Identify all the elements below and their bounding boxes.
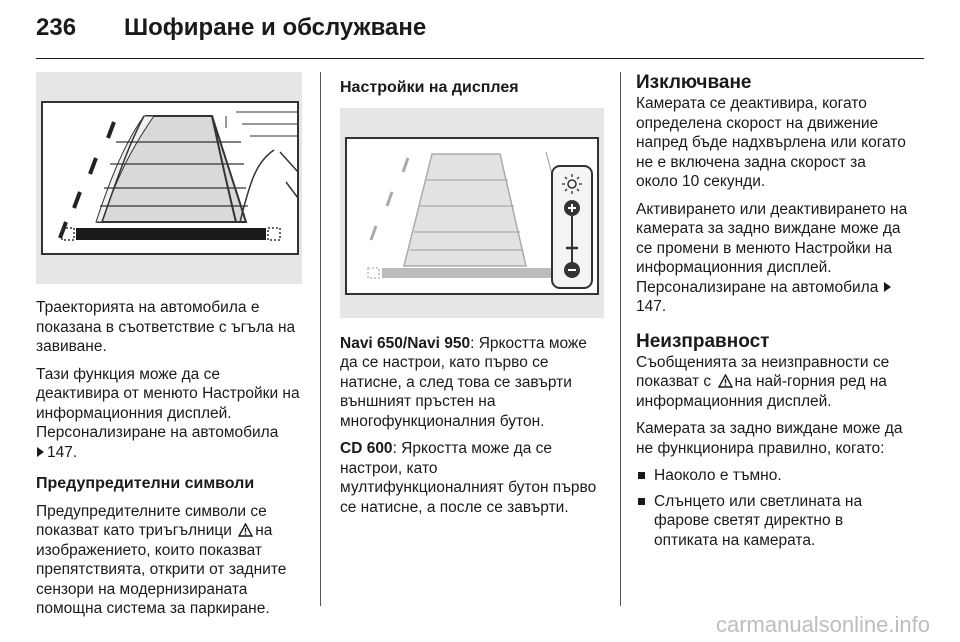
- list-item: Слънцето или светлината на фарове светят директно в оптиката на камерата.: [636, 492, 908, 551]
- page-title: Шофиране и обслужване: [124, 14, 427, 41]
- camera-trajectory-figure: [36, 72, 302, 284]
- column-1: [36, 72, 302, 627]
- switch-off-heading: Изключване: [636, 72, 752, 93]
- fault-paragraph: Съобщенията за неизправности се показват с на най-горния ред на информационния дисплей.: [636, 353, 890, 410]
- page-header: [36, 12, 924, 52]
- display-settings-heading: Настройки на дисплея: [340, 79, 519, 96]
- watermark: carmanualsonline.info: [715, 612, 930, 637]
- list-item: Наоколо е тъмно.: [636, 466, 908, 486]
- warning-triangle-icon: [238, 523, 253, 537]
- warning-symbols-paragraph: Предупредителните символи се показват като триъгълници на изображението, които показват препятствията, открити от задните сензори на модернизираната помощна система за паркиране.: [36, 502, 287, 617]
- page-number: 236: [36, 14, 77, 41]
- page-ref-arrow-icon: [884, 282, 891, 292]
- trajectory-illustration: [36, 72, 302, 284]
- navi-brightness-paragraph: Navi 650/Navi 950: Яркостта може да се настрои, като първо се натисне, а след това се завърти външният пръстен на многофункционалния бутон.: [340, 334, 587, 430]
- column-2: [340, 72, 604, 525]
- warning-triangle-icon: [718, 374, 733, 388]
- fault-conditions-list: [636, 466, 908, 550]
- switch-off-paragraph: Камерата се деактивира, когато определена скорост на движение напред бъде надхвърлена или когато не е включена задна скорост за около 10 секунди.: [636, 95, 906, 190]
- fault-conditions-paragraph: Камерата за задно виждане може да не функционира правилно, когато:: [636, 420, 903, 457]
- activation-paragraph: Активирането или деактивирането на камерата за задно виждане може да се промени в менюто Настройки на информационния дисплей. Персонализиране на автомобила 147.: [636, 200, 908, 315]
- fault-heading: Неизправност: [636, 330, 770, 352]
- brightness-settings-figure: [340, 108, 604, 318]
- column-divider: [620, 72, 621, 606]
- deactivate-paragraph: Тази функция може да се деактивира от менюто Настройки на информационния дисплей. Персонализиране на автомобила 147.: [36, 365, 300, 461]
- brightness-illustration: [340, 108, 604, 318]
- header-rule: [36, 58, 924, 59]
- cd-brightness-paragraph: CD 600: Яркостта може да се настрои, като мултифункционалният бутон първо се натисне, а после се завърти.: [340, 440, 597, 516]
- figure-caption: Траекторията на автомобила е показана в съответствие с ъгъла на завиване.: [36, 299, 296, 355]
- column-3: [636, 72, 908, 556]
- warning-symbols-heading: Предупредителни символи: [36, 475, 255, 492]
- page-ref-arrow-icon: [37, 447, 44, 457]
- column-divider: [320, 72, 321, 606]
